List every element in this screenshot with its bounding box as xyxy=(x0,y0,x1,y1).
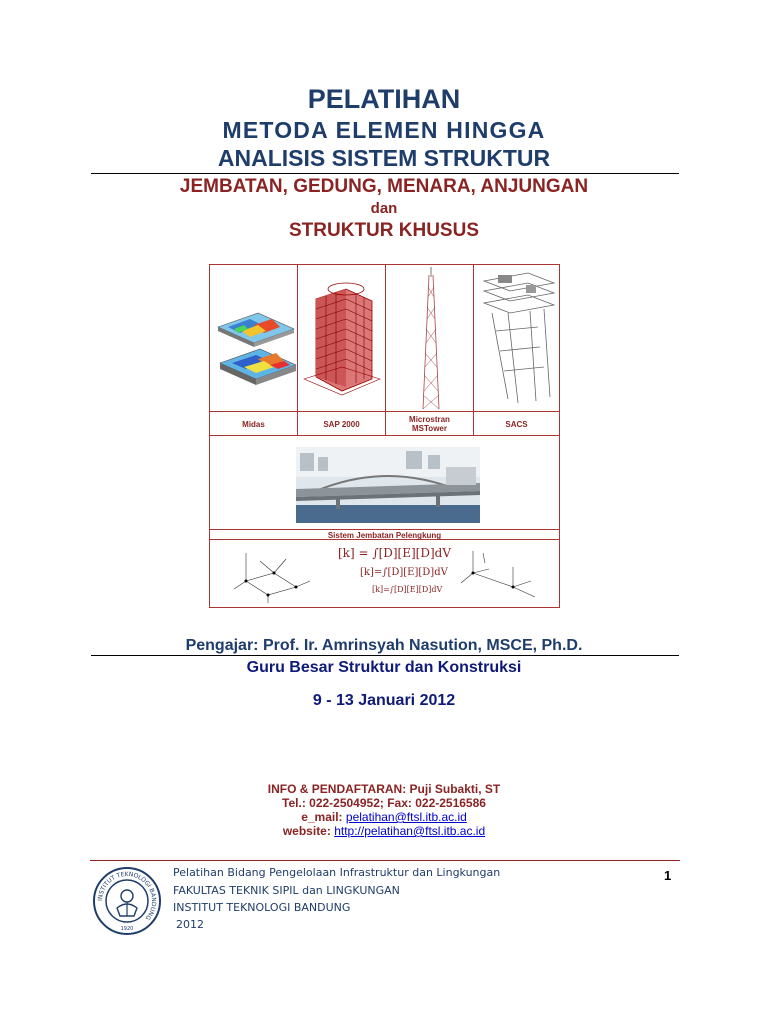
svg-text:1920: 1920 xyxy=(120,926,134,932)
subtitle-3: STRUKTUR KHUSUS xyxy=(289,220,479,241)
svg-text:INSTITUT TEKNOLOGI BANDUNG: INSTITUT TEKNOLOGI BANDUNG xyxy=(96,870,158,922)
caption-midas: Midas xyxy=(242,420,265,429)
caption-sap2000: SAP 2000 xyxy=(323,420,360,429)
footer-line-2: FAKULTAS TEKNIK SIPIL dan LINGKUNGAN xyxy=(173,884,400,897)
info-email-row xyxy=(0,810,768,824)
figure-panel xyxy=(209,264,560,608)
midas-model-image xyxy=(214,305,296,405)
info-contact: INFO & PENDAFTARAN: Puji Subakti, ST xyxy=(267,782,501,796)
website-label: website: xyxy=(282,824,331,838)
website-link[interactable]: http://pelatihan@ftsl.itb.ac.id xyxy=(334,824,486,838)
caption-bridge: Sistem Jembatan Pelengkung xyxy=(327,531,442,540)
formula-2: [k]=∫[D][E][D]dV xyxy=(360,567,448,578)
page-number: 1 xyxy=(664,868,672,883)
instructor-title: Guru Besar Struktur dan Konstruksi xyxy=(246,659,522,676)
footer-line-1: Pelatihan Bidang Pengelolaan Infrastruktur dan Lingkungan xyxy=(173,866,501,879)
title-line-2: METODA ELEMEN HINGGA xyxy=(222,117,546,143)
subtitle-1: JEMBATAN, GEDUNG, MENARA, ANJUNGAN xyxy=(179,176,589,197)
title-line-3: ANALISIS SISTEM STRUKTUR xyxy=(217,145,551,171)
title: PELATIHAN xyxy=(307,84,461,114)
info-website-row xyxy=(0,824,768,838)
email-link[interactable]: pelatihan@ftsl.itb.ac.id xyxy=(345,810,467,824)
instructor-name: Pengajar: Prof. Ir. Amrinsyah Nasution, MSCE, Ph.D. xyxy=(185,637,583,654)
element-diagram-left xyxy=(226,543,316,605)
caption-sacs: SACS xyxy=(505,420,528,429)
element-diagram-right xyxy=(455,543,551,605)
formula-3: [k]=∫[D][E][D]dV xyxy=(372,585,443,594)
footer-rule xyxy=(90,860,680,861)
instructor-rule xyxy=(91,655,679,656)
event-date: 9 - 13 Januari 2012 xyxy=(312,692,456,709)
bridge-image xyxy=(296,447,480,523)
info-phone: Tel.: 022-2504952; Fax: 022-2516586 xyxy=(282,796,486,810)
email-label: e_mail: xyxy=(301,810,343,824)
footer-line-3: INSTITUT TEKNOLOGI BANDUNG xyxy=(173,901,351,914)
sap2000-building-image xyxy=(302,279,382,399)
title-rule xyxy=(91,173,679,174)
mstower-tower-image xyxy=(416,267,446,411)
itb-seal-logo xyxy=(92,866,162,936)
formula-1: [k] = ∫[D][E][D]dV xyxy=(338,546,452,560)
sacs-platform-image xyxy=(478,271,558,409)
footer-year: 2012 xyxy=(176,918,204,931)
subtitle-2: dan xyxy=(370,200,398,217)
caption-microstran: Microstran MSTower xyxy=(409,415,450,433)
